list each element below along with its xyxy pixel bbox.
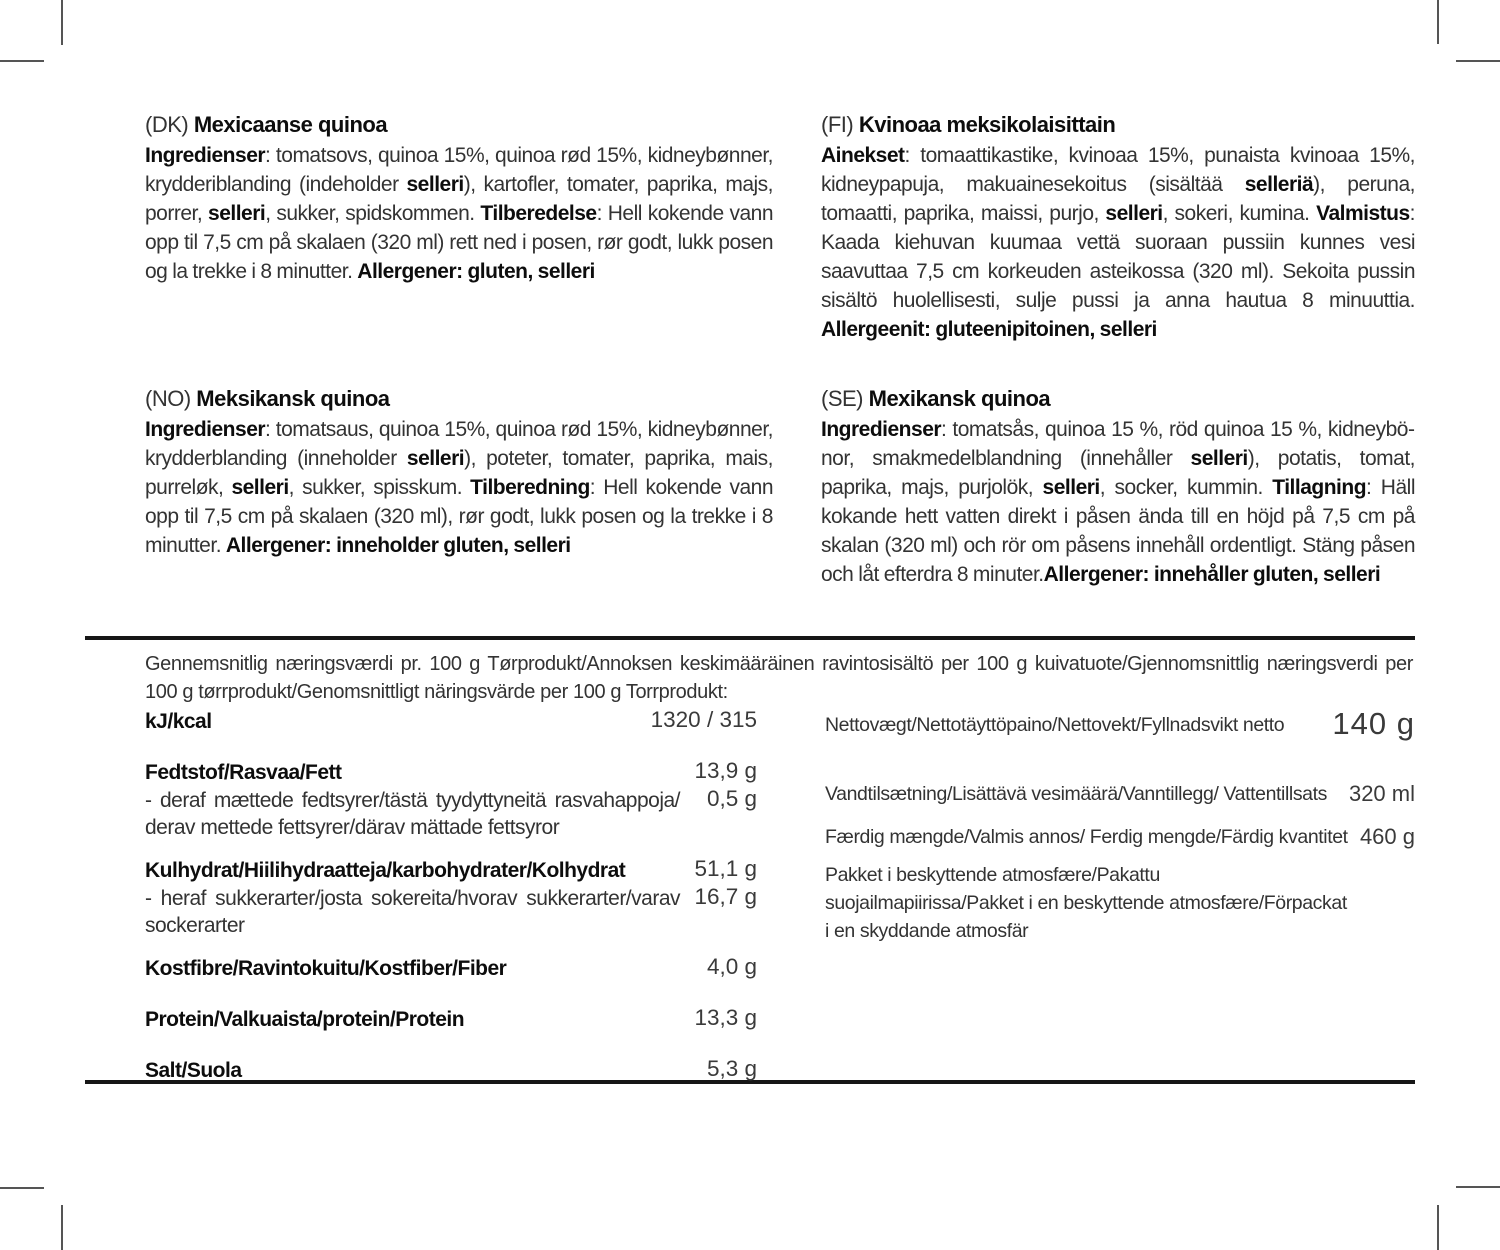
water-addition-row xyxy=(825,781,1415,808)
nutrition-value: 13,3 g xyxy=(694,1005,757,1030)
crop-mark-top-left-horizontal xyxy=(0,60,44,62)
section-no-product-name: Meksikansk quinoa xyxy=(196,386,390,411)
nutrition-intro: Gennemsnitlig næringsværdi pr. 100 g Tørprodukt/Annoksen keskimääräinen ravintosisältö per 100 g kuivatuote/Gjennomsnittlig næringsverdi per 100 g tørrprodukt/Genomsnittligt näringsvärde per 100 g Torrprodukt: xyxy=(145,653,1413,703)
nutrition-table xyxy=(145,708,757,1084)
nutrition-value: 5,3 g xyxy=(706,1056,757,1081)
nutrition-value: 13,9 g xyxy=(694,758,757,783)
water-addition-label: Vandtilsætning/Lisättävä vesimäärä/Vanntillegg/ Vattentillsats xyxy=(825,783,1327,805)
nutrition-label: kJ/kcal xyxy=(145,710,212,733)
section-no-body: Ingredienser: tomatsaus, quinoa 15%, quinoa rød 15%, kidneybønner, krydderblanding (inneholder selleri), poteter, tomater, paprika, mais, purreløk, selleri, sukker, spisskum. Tilberedning: Hell kokende vann opp til 7,5 cm på skalaen (320 ml), rør godt, lukk posen og la trekke i 8 minutter. Allergener: inneholder gluten, selleri xyxy=(145,418,774,557)
section-se-body: Ingredienser: tomatsås, quinoa 15 %, röd quinoa 15 %, kidneybönor, smakmedelblandning (innehåller selleri), potatis, tomat, paprika, majs, purjolök, selleri, socker, kummin. Tillagning: Häll kokande hett vatten direkt i påsen ända till en höjd på 7,5 cm på skalan (320 ml) och rör om påsens innehåll ordentligt. Stäng påsen och låt efterdra 8 minuter.Allergener: innehåller gluten, selleri xyxy=(821,418,1415,586)
crop-mark-bottom-left-vertical xyxy=(61,1205,63,1250)
nutrition-row-salt xyxy=(145,1057,757,1084)
section-fi-title xyxy=(821,110,1415,139)
nutrition-label: - deraf mættede fedtsyrer/tästä tyydyttyneitä rasvahappoja/ derav mettede fettsyrer/därav mättade fettsyror xyxy=(145,789,680,839)
nutrition-label: Protein/Valkuaista/protein/Protein xyxy=(145,1008,465,1031)
finished-quantity-row xyxy=(825,824,1415,851)
crop-mark-top-left-vertical xyxy=(61,0,63,45)
nutrition-label: Fedtstof/Rasvaa/Fett xyxy=(145,761,342,784)
net-weight-value: 140 g xyxy=(1332,706,1415,741)
section-se xyxy=(821,384,1415,589)
net-weight-label: Nettovægt/Nettotäyttöpaino/Nettovekt/Fyllnadsvikt netto xyxy=(825,714,1285,736)
water-addition-value: 320 ml xyxy=(1348,781,1415,806)
section-no-lang: (NO) xyxy=(145,386,191,411)
nutrition-row-saturated-fat xyxy=(145,787,757,841)
section-no-title xyxy=(145,384,773,413)
crop-mark-bottom-right-vertical xyxy=(1437,1205,1439,1250)
section-fi-lang: (FI) xyxy=(821,112,854,137)
nutrition-top-rule xyxy=(85,636,1415,640)
section-dk-body: Ingredienser: tomatsovs, quinoa 15%, quinoa rød 15%, kidneybønner, krydderiblanding (indeholder selleri), kartofler, tomater, paprika, majs, porrer, selleri, sukker, spidskommen. Tilberedelse: Hell kokende vann opp til 7,5 cm på skalaen (320 ml) rett ned i posen, rør godt, lukk posen og la trekke i 8 minutter. Allergener: gluten, selleri xyxy=(145,144,773,283)
nutrition-value: 51,1 g xyxy=(694,856,757,881)
section-dk xyxy=(145,110,773,286)
crop-mark-top-right-vertical xyxy=(1437,0,1439,44)
section-fi-body: Ainekset: tomaattikastike, kvinoaa 15%, punaista kvinoaa 15%, kidneypapuja, makuainesekoitus (sisältää selleriä), peruna, tomaatti, paprika, maissi, purjo, selleri, sokeri, kumina. Valmistus: Kaada kiehuvan kuumaa vettä suoraan pussiin kunnes vesi saavuttaa 7,5 cm korkeuden asteikossa (320 ml). Sekoita pussin sisältö huolellisesti, sulje pussi ja anna hautua 8 minuuttia. Allergeenit: gluteenipitoinen, selleri xyxy=(821,144,1415,341)
section-se-title xyxy=(821,384,1415,413)
crop-mark-bottom-left-horizontal xyxy=(0,1187,44,1189)
crop-mark-bottom-right-horizontal xyxy=(1456,1186,1500,1188)
nutrition-value: 0,5 g xyxy=(706,786,757,811)
section-dk-product-name: Mexicaanse quinoa xyxy=(193,112,388,137)
nutrition-row-protein xyxy=(145,1006,757,1033)
nutrition-row-fiber xyxy=(145,955,757,982)
section-fi-product-name: Kvinoaa meksikolaisittain xyxy=(858,112,1116,137)
nutrition-label: Kostfibre/Ravintokuitu/Kostfiber/Fiber xyxy=(145,957,507,980)
section-dk-lang: (DK) xyxy=(145,112,189,137)
nutrition-label: Kulhydrat/Hiilihydraatteja/karbohydrater/Kolhydrat xyxy=(145,859,626,882)
nutrition-label: Salt/Suola xyxy=(145,1059,242,1082)
nutrition-row-energy xyxy=(145,708,757,735)
section-se-lang: (SE) xyxy=(821,386,863,411)
nutrition-row-carbohydrate xyxy=(145,857,757,884)
nutrition-label: - heraf sukkerarter/josta sokereita/hvorav sukkerarter/varav sockerarter xyxy=(145,887,680,937)
net-weight-row xyxy=(825,706,1415,741)
section-dk-title xyxy=(145,110,773,139)
crop-mark-top-right-horizontal xyxy=(1456,60,1500,62)
section-se-product-name: Mexikansk quinoa xyxy=(868,386,1051,411)
nutrition-row-fat xyxy=(145,759,757,786)
finished-quantity-value: 460 g xyxy=(1359,824,1415,849)
nutrition-value: 1320 / 315 xyxy=(650,707,757,732)
section-no xyxy=(145,384,773,560)
package-info-panel xyxy=(825,706,1415,965)
nutrition-row-sugars xyxy=(145,885,757,939)
nutrition-value: 16,7 g xyxy=(694,884,757,909)
finished-quantity-label: Færdig mængde/Valmis annos/ Ferdig mengde/Färdig kvantitet xyxy=(825,826,1348,848)
nutrition-value: 4,0 g xyxy=(706,954,757,979)
protective-atmosphere-note: Pakket i beskyttende atmosfære/Pakattu suojailmapiirissa/Pakket i en beskyttende atmosfære/Förpackat i en skyddande atmosfär xyxy=(825,864,1347,942)
section-fi xyxy=(821,110,1415,344)
